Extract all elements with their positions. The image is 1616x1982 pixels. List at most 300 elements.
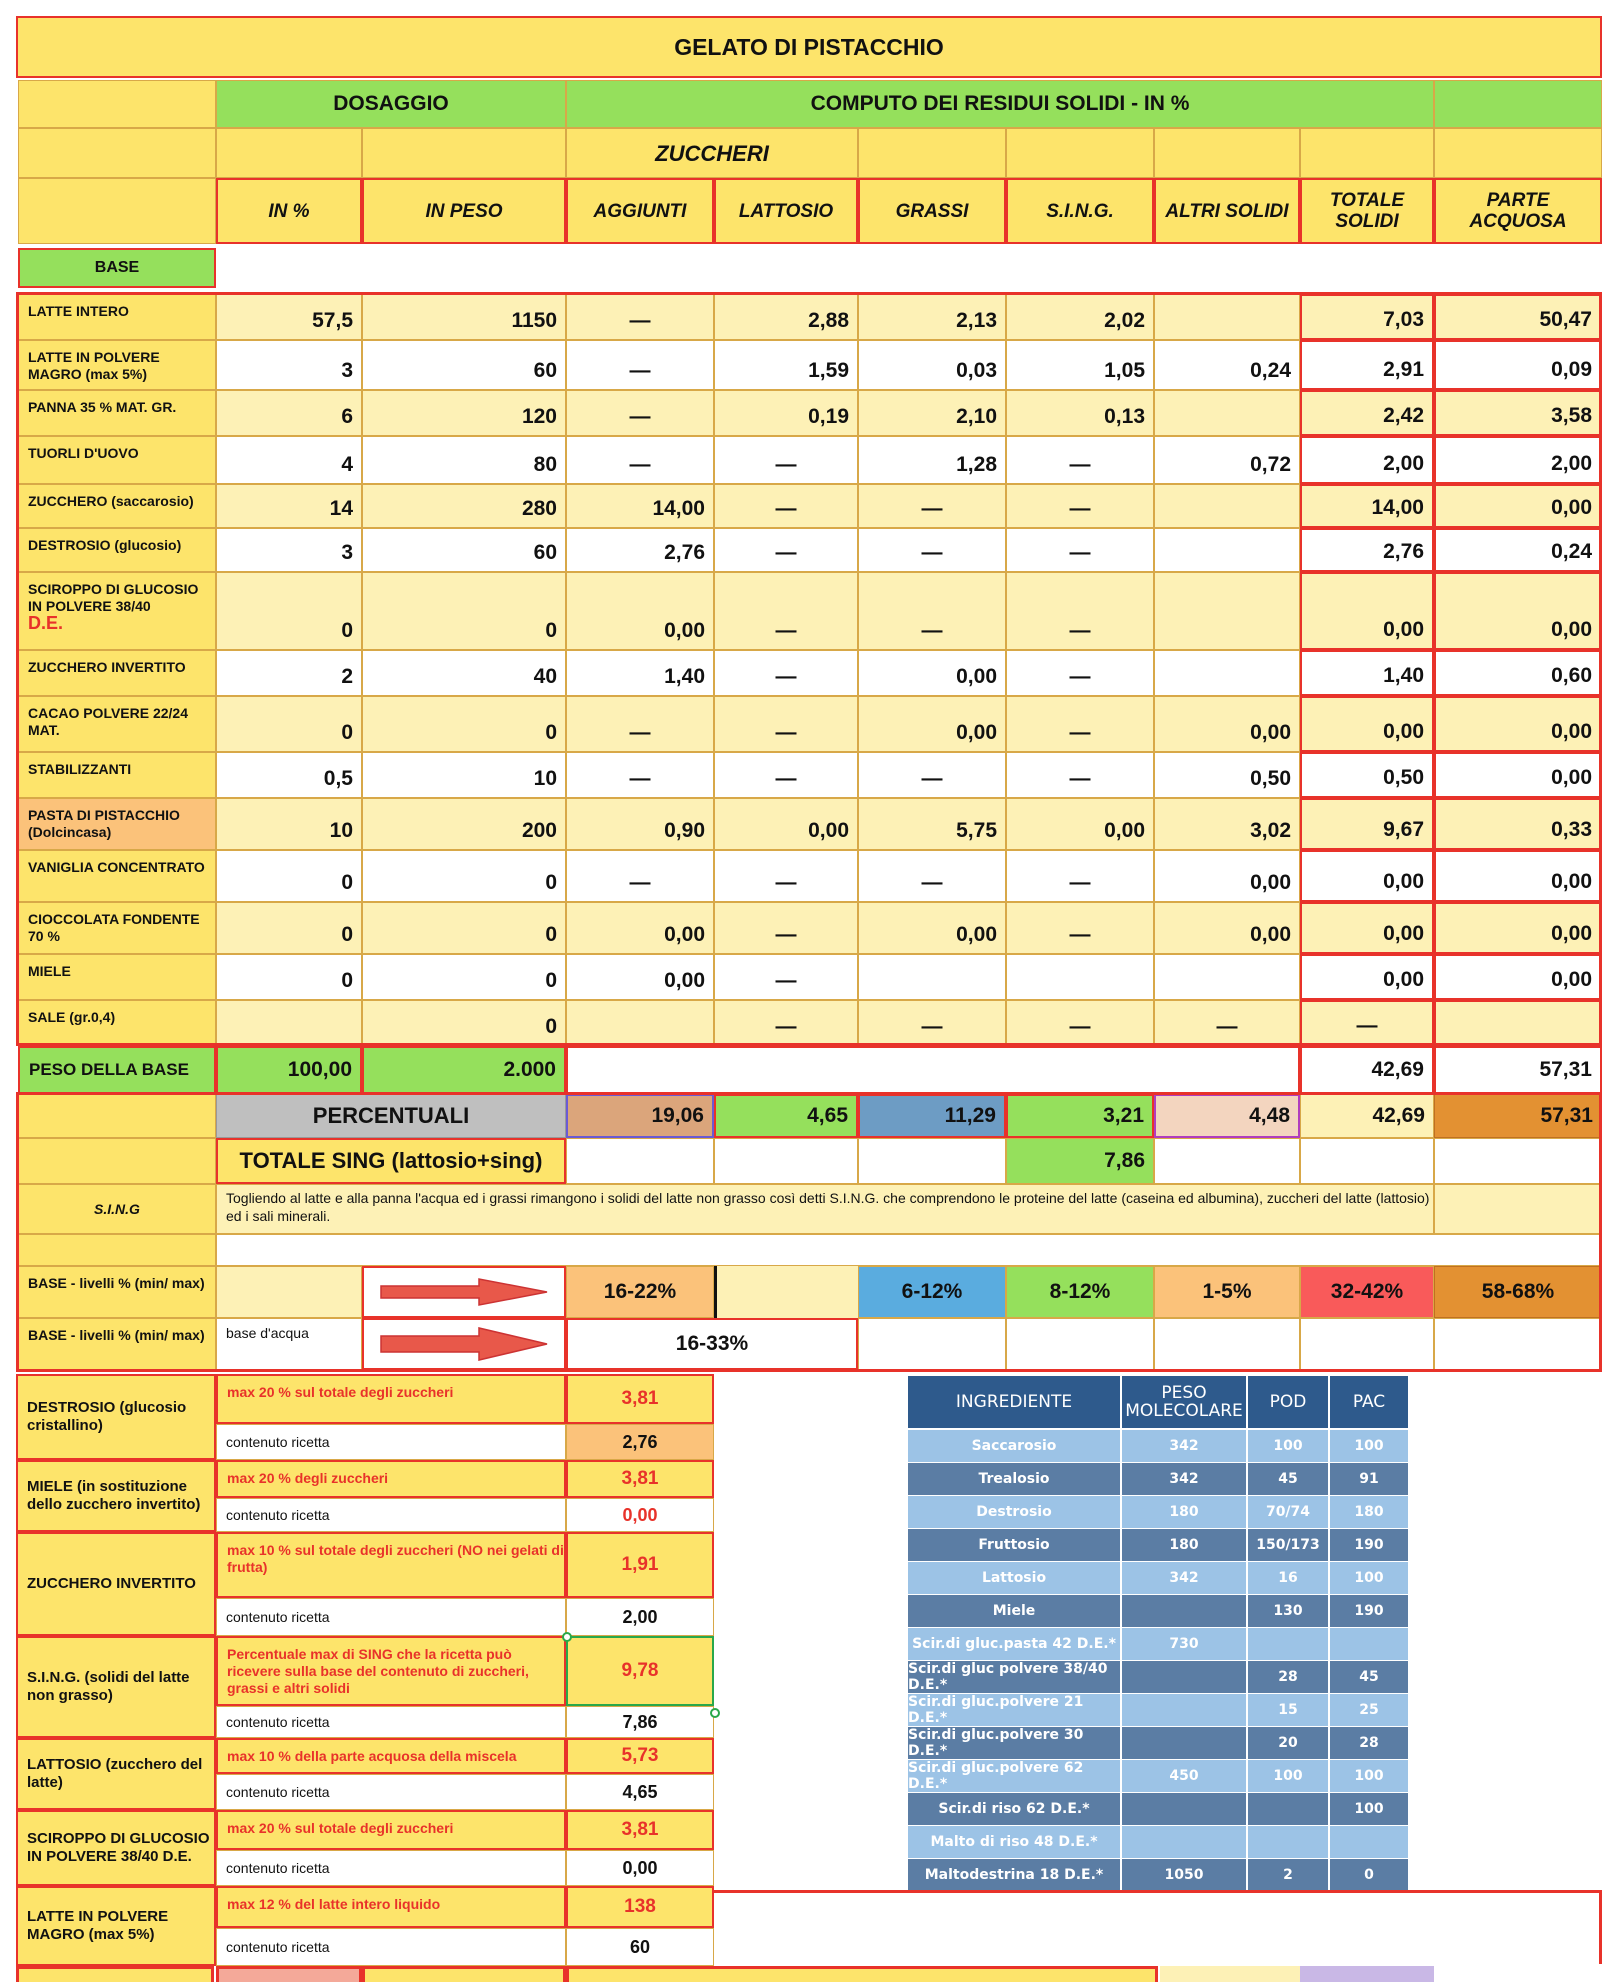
- cell-altri[interactable]: [1154, 650, 1300, 696]
- cell-peso[interactable]: 60: [362, 340, 566, 390]
- ref-table-cell[interactable]: 342: [1122, 1430, 1248, 1462]
- check-name[interactable]: ZUCCHERO INVERTITO: [16, 1532, 216, 1636]
- cell-pct[interactable]: 3: [216, 340, 362, 390]
- base-label[interactable]: BASE: [18, 248, 216, 288]
- ref-table-cell[interactable]: 190: [1330, 1595, 1410, 1627]
- ref-table-cell[interactable]: Destrosio: [908, 1496, 1122, 1528]
- cell-pct[interactable]: 0: [216, 850, 362, 902]
- ingredient-name[interactable]: [18, 390, 216, 436]
- cell-altri[interactable]: [1154, 294, 1300, 340]
- check-max-text[interactable]: max 20 % degli zuccheri: [216, 1460, 566, 1498]
- ref-table-cell[interactable]: Scir.di gluc.polvere 21 D.E.*: [908, 1694, 1122, 1726]
- header-zuccheri[interactable]: ZUCCHERI: [566, 128, 858, 178]
- ingredient-name[interactable]: [18, 1000, 216, 1046]
- check-max-value[interactable]: 3,81: [566, 1374, 714, 1424]
- ref-table-cell[interactable]: 45: [1330, 1661, 1410, 1693]
- cell-latt[interactable]: —: [714, 436, 858, 484]
- cell-pct[interactable]: 3: [216, 528, 362, 572]
- check-max-value[interactable]: 1,91: [566, 1532, 714, 1598]
- spacer-cell[interactable]: [18, 1234, 216, 1266]
- cell-peso[interactable]: 0: [362, 696, 566, 752]
- cell-latt[interactable]: —: [714, 650, 858, 696]
- ingredient-name[interactable]: [18, 528, 216, 572]
- cell-altri[interactable]: 0,00: [1154, 696, 1300, 752]
- header-blank-cell[interactable]: [1006, 128, 1154, 178]
- cell-altri[interactable]: [1154, 954, 1300, 1000]
- header-dosaggio[interactable]: DOSAGGIO: [216, 80, 566, 128]
- cell-sing[interactable]: —: [1006, 484, 1154, 528]
- cell-peso[interactable]: 0: [362, 850, 566, 902]
- cell-peso[interactable]: 80: [362, 436, 566, 484]
- ref-table-cell[interactable]: 45: [1248, 1463, 1330, 1495]
- livelli-altri[interactable]: 1-5%: [1154, 1266, 1300, 1318]
- check-content-text[interactable]: contenuto ricetta: [216, 1850, 566, 1886]
- cell-sing[interactable]: —: [1006, 436, 1154, 484]
- cell-agg[interactable]: —: [566, 436, 714, 484]
- check-max-value[interactable]: 3,81: [566, 1810, 714, 1850]
- ref-table-cell[interactable]: 1050: [1122, 1859, 1248, 1891]
- cell-peso[interactable]: 60: [362, 528, 566, 572]
- cell-pct[interactable]: 0,5: [216, 752, 362, 798]
- cell-tot[interactable]: 0,00: [1300, 902, 1434, 954]
- ref-table-cell[interactable]: Scir.di riso 62 D.E.*: [908, 1793, 1122, 1825]
- ref-table-cell[interactable]: 342: [1122, 1562, 1248, 1594]
- peso-base-total[interactable]: 42,69: [1300, 1046, 1434, 1094]
- cell-acq[interactable]: 0,00: [1434, 572, 1602, 650]
- cell-agg[interactable]: 0,90: [566, 798, 714, 850]
- ingredient-name[interactable]: [18, 902, 216, 954]
- livelli-blank[interactable]: [1006, 1318, 1154, 1370]
- totale-sing-blank[interactable]: [858, 1138, 1006, 1184]
- cell-gras[interactable]: 2,13: [858, 294, 1006, 340]
- ref-table-cell[interactable]: 28: [1248, 1661, 1330, 1693]
- check-max-text[interactable]: max 20 % sul totale degli zuccheri: [216, 1810, 566, 1850]
- ref-table-header-cell[interactable]: INGREDIENTE: [908, 1376, 1122, 1428]
- check-max-text[interactable]: max 10 % della parte acquosa della miscela: [216, 1738, 566, 1774]
- check-content-text[interactable]: contenuto ricetta: [216, 1774, 566, 1810]
- cell-gras[interactable]: 1,28: [858, 436, 1006, 484]
- ref-table-header-cell[interactable]: PAC: [1330, 1376, 1410, 1428]
- peso-base-weight[interactable]: 2.000: [362, 1046, 566, 1094]
- bottom-cell[interactable]: [566, 1966, 1158, 1982]
- cell-agg[interactable]: 0,00: [566, 902, 714, 954]
- ingredient-name[interactable]: [18, 484, 216, 528]
- cell-gras[interactable]: [858, 954, 1006, 1000]
- cell-altri[interactable]: 0,00: [1154, 850, 1300, 902]
- sing-note-text[interactable]: Togliendo al latte e alla panna l'acqua ed i grassi rimangono i solidi del latte non grasso così detti S.I.N.G. che comprendono le proteine del latte (caseina ed albumina), zuccheri del latte (lattosio) ed i sali minerali.: [216, 1184, 1434, 1234]
- header-in-peso[interactable]: IN PESO: [362, 178, 566, 244]
- header-sing[interactable]: S.I.N.G.: [1006, 178, 1154, 244]
- ref-table-cell[interactable]: 100: [1248, 1760, 1330, 1792]
- ref-table-cell[interactable]: 180: [1122, 1496, 1248, 1528]
- cell-gras[interactable]: —: [858, 752, 1006, 798]
- ingredient-name[interactable]: [18, 436, 216, 484]
- cell-peso[interactable]: 0: [362, 1000, 566, 1046]
- cell-pct[interactable]: 0: [216, 954, 362, 1000]
- ref-table-cell[interactable]: 190: [1330, 1529, 1410, 1561]
- cell-pct[interactable]: 0: [216, 572, 362, 650]
- check-content-text[interactable]: contenuto ricetta: [216, 1598, 566, 1636]
- percentuali-altri[interactable]: 4,48: [1154, 1094, 1300, 1138]
- check-content-value[interactable]: 7,86: [566, 1706, 714, 1738]
- header-blank-cell[interactable]: [1154, 128, 1300, 178]
- header-blank-cell[interactable]: [18, 178, 216, 244]
- ref-table-cell[interactable]: Malto di riso 48 D.E.*: [908, 1826, 1122, 1858]
- cell-pct[interactable]: 0: [216, 696, 362, 752]
- selection-handle[interactable]: [710, 1708, 720, 1718]
- ref-table-cell[interactable]: 100: [1248, 1430, 1330, 1462]
- sing-note-blank[interactable]: [1434, 1184, 1602, 1234]
- ingredient-name[interactable]: [18, 752, 216, 798]
- ref-table-cell[interactable]: 70/74: [1248, 1496, 1330, 1528]
- cell-acq[interactable]: 0,33: [1434, 798, 1602, 850]
- header-computo[interactable]: COMPUTO DEI RESIDUI SOLIDI - IN %: [566, 80, 1434, 128]
- cell-pct[interactable]: 2: [216, 650, 362, 696]
- cell-gras[interactable]: —: [858, 572, 1006, 650]
- header-aggiunti[interactable]: AGGIUNTI: [566, 178, 714, 244]
- livelli-range[interactable]: 16-33%: [566, 1318, 858, 1370]
- ref-table-cell[interactable]: 20: [1248, 1727, 1330, 1759]
- ref-table-cell[interactable]: 15: [1248, 1694, 1330, 1726]
- percentuali-lattosio[interactable]: 4,65: [714, 1094, 858, 1138]
- peso-base-pct[interactable]: 100,00: [216, 1046, 362, 1094]
- header-blank-cell[interactable]: [858, 128, 1006, 178]
- ref-table-cell[interactable]: Fruttosio: [908, 1529, 1122, 1561]
- cell-latt[interactable]: —: [714, 1000, 858, 1046]
- cell-latt[interactable]: —: [714, 850, 858, 902]
- header-totale-solidi[interactable]: [1300, 178, 1434, 244]
- livelli-label[interactable]: BASE - livelli % (min/ max): [18, 1266, 216, 1318]
- cell-pct[interactable]: 6: [216, 390, 362, 436]
- cell-sing[interactable]: —: [1006, 528, 1154, 572]
- cell-sing[interactable]: 2,02: [1006, 294, 1154, 340]
- cell-agg[interactable]: —: [566, 340, 714, 390]
- ingredient-name[interactable]: [18, 850, 216, 902]
- ref-table-cell[interactable]: [1122, 1661, 1248, 1693]
- livelli-blank[interactable]: [216, 1266, 362, 1318]
- cell-pct[interactable]: 10: [216, 798, 362, 850]
- check-max-text[interactable]: Percentuale max di SING che la ricetta può ricevere sulla base del contenuto di zuccheri, grassi e altri solidi: [216, 1636, 566, 1706]
- peso-base-water[interactable]: 57,31: [1434, 1046, 1602, 1094]
- cell-agg[interactable]: —: [566, 390, 714, 436]
- header-blank-cell[interactable]: [362, 128, 566, 178]
- cell-peso[interactable]: 40: [362, 650, 566, 696]
- cell-sing[interactable]: —: [1006, 696, 1154, 752]
- livelli-grassi[interactable]: 6-12%: [858, 1266, 1006, 1318]
- bottom-cell[interactable]: [216, 1966, 362, 1982]
- ref-table-cell[interactable]: Scir.di gluc.polvere 30 D.E.*: [908, 1727, 1122, 1759]
- cell-gras[interactable]: 0,00: [858, 696, 1006, 752]
- cell-altri[interactable]: —: [1154, 1000, 1300, 1046]
- cell-peso[interactable]: 0: [362, 902, 566, 954]
- check-content-text[interactable]: contenuto ricetta: [216, 1498, 566, 1532]
- cell-tot[interactable]: 2,91: [1300, 340, 1434, 390]
- cell-tot[interactable]: 1,40: [1300, 650, 1434, 696]
- cell-gras[interactable]: 2,10: [858, 390, 1006, 436]
- header-blank-cell[interactable]: [1434, 80, 1602, 128]
- cell-acq[interactable]: 2,00: [1434, 436, 1602, 484]
- ref-table-header-cell[interactable]: POD: [1248, 1376, 1330, 1428]
- ref-table-cell[interactable]: [1248, 1793, 1330, 1825]
- ref-table-cell[interactable]: 450: [1122, 1760, 1248, 1792]
- ref-table-cell[interactable]: [1122, 1595, 1248, 1627]
- cell-sing[interactable]: —: [1006, 572, 1154, 650]
- livelli-aggiunti[interactable]: 16-22%: [566, 1266, 714, 1318]
- ref-table-cell[interactable]: 91: [1330, 1463, 1410, 1495]
- cell-agg[interactable]: —: [566, 294, 714, 340]
- ref-table-cell[interactable]: Saccarosio: [908, 1430, 1122, 1462]
- cell-acq[interactable]: 0,24: [1434, 528, 1602, 572]
- totale-sing-blank[interactable]: [18, 1138, 216, 1184]
- header-blank-cell[interactable]: [1300, 128, 1434, 178]
- ingredient-name[interactable]: [18, 294, 216, 340]
- ref-table-cell[interactable]: 0: [1330, 1859, 1410, 1891]
- cell-peso[interactable]: 1150: [362, 294, 566, 340]
- check-content-value[interactable]: 0,00: [566, 1498, 714, 1532]
- cell-agg[interactable]: —: [566, 850, 714, 902]
- percentuali-total[interactable]: 42,69: [1300, 1094, 1434, 1138]
- cell-agg[interactable]: 1,40: [566, 650, 714, 696]
- livelli-label[interactable]: BASE - livelli % (min/ max): [18, 1318, 216, 1370]
- peso-base-blank[interactable]: [566, 1046, 1300, 1094]
- header-blank-cell[interactable]: [18, 80, 216, 128]
- check-max-text[interactable]: max 20 % sul totale degli zuccheri: [216, 1374, 566, 1424]
- cell-pct[interactable]: 14: [216, 484, 362, 528]
- livelli-water[interactable]: 58-68%: [1434, 1266, 1602, 1318]
- cell-peso[interactable]: 120: [362, 390, 566, 436]
- ref-table-header-cell[interactable]: PESO MOLECOLARE: [1122, 1376, 1248, 1428]
- header-altri-solidi[interactable]: ALTRI SOLIDI: [1154, 178, 1300, 244]
- ref-table-cell[interactable]: [1122, 1727, 1248, 1759]
- ref-table-cell[interactable]: [1330, 1628, 1410, 1660]
- cell-altri[interactable]: 0,50: [1154, 752, 1300, 798]
- cell-agg[interactable]: 0,00: [566, 572, 714, 650]
- check-content-text[interactable]: contenuto ricetta: [216, 1706, 566, 1738]
- cell-altri[interactable]: 0,24: [1154, 340, 1300, 390]
- check-content-value[interactable]: 60: [566, 1928, 714, 1966]
- check-name[interactable]: MIELE (in sostituzione dello zucchero invertito): [16, 1460, 216, 1532]
- ref-table-cell[interactable]: Miele: [908, 1595, 1122, 1627]
- check-max-value[interactable]: 3,81: [566, 1460, 714, 1498]
- check-max-text[interactable]: max 12 % del latte intero liquido: [216, 1886, 566, 1928]
- percentuali-label[interactable]: PERCENTUALI: [216, 1094, 566, 1138]
- ingredient-name[interactable]: [18, 650, 216, 696]
- cell-agg[interactable]: —: [566, 752, 714, 798]
- bottom-cell[interactable]: [1160, 1966, 1300, 1982]
- cell-tot[interactable]: 0,00: [1300, 850, 1434, 902]
- cell-latt[interactable]: 0,19: [714, 390, 858, 436]
- livelli-sing[interactable]: 8-12%: [1006, 1266, 1154, 1318]
- cell-tot[interactable]: 2,00: [1300, 436, 1434, 484]
- ingredient-name[interactable]: [18, 696, 216, 752]
- check-content-value[interactable]: 2,00: [566, 1598, 714, 1636]
- cell-latt[interactable]: 0,00: [714, 798, 858, 850]
- ref-table-cell[interactable]: Maltodestrina 18 D.E.*: [908, 1859, 1122, 1891]
- cell-acq[interactable]: 50,47: [1434, 294, 1602, 340]
- cell-tot[interactable]: 14,00: [1300, 484, 1434, 528]
- cell-acq[interactable]: 3,58: [1434, 390, 1602, 436]
- check-name[interactable]: S.I.N.G. (solidi del latte non grasso): [16, 1636, 216, 1738]
- cell-altri[interactable]: 0,72: [1154, 436, 1300, 484]
- ref-table-cell[interactable]: Lattosio: [908, 1562, 1122, 1594]
- ingredient-name[interactable]: [18, 340, 216, 390]
- check-name[interactable]: SCIROPPO DI GLUCOSIO IN POLVERE 38/40 D.E.: [16, 1810, 216, 1886]
- selection-handle[interactable]: [562, 1632, 572, 1642]
- cell-agg[interactable]: 2,76: [566, 528, 714, 572]
- cell-peso[interactable]: 200: [362, 798, 566, 850]
- ref-table-cell[interactable]: Scir.di gluc polvere 38/40 D.E.*: [908, 1661, 1122, 1693]
- cell-tot[interactable]: 7,03: [1300, 294, 1434, 340]
- ref-table-cell[interactable]: 25: [1330, 1694, 1410, 1726]
- cell-sing[interactable]: —: [1006, 650, 1154, 696]
- cell-acq[interactable]: [1434, 1000, 1602, 1046]
- cell-agg[interactable]: —: [566, 696, 714, 752]
- ingredient-name[interactable]: [18, 954, 216, 1000]
- cell-sing[interactable]: —: [1006, 902, 1154, 954]
- cell-pct[interactable]: 4: [216, 436, 362, 484]
- cell-gras[interactable]: 5,75: [858, 798, 1006, 850]
- percentuali-aggiunti[interactable]: 19,06: [566, 1094, 714, 1138]
- cell-agg[interactable]: 0,00: [566, 954, 714, 1000]
- cell-acq[interactable]: 0,00: [1434, 484, 1602, 528]
- livelli-base-acqua[interactable]: base d'acqua: [216, 1318, 362, 1370]
- ref-table-cell[interactable]: 730: [1122, 1628, 1248, 1660]
- totale-sing-blank[interactable]: [1434, 1138, 1602, 1184]
- livelli-blank[interactable]: [858, 1318, 1006, 1370]
- ref-table-cell[interactable]: 342: [1122, 1463, 1248, 1495]
- ref-table-cell[interactable]: 16: [1248, 1562, 1330, 1594]
- ref-table-cell[interactable]: [1122, 1793, 1248, 1825]
- cell-peso[interactable]: 280: [362, 484, 566, 528]
- cell-agg[interactable]: 14,00: [566, 484, 714, 528]
- livelli-blank[interactable]: [1300, 1318, 1434, 1370]
- cell-pct[interactable]: [216, 1000, 362, 1046]
- ref-table-cell[interactable]: Scir.di gluc.pasta 42 D.E.*: [908, 1628, 1122, 1660]
- cell-sing[interactable]: 1,05: [1006, 340, 1154, 390]
- sing-note-label[interactable]: S.I.N.G: [18, 1184, 216, 1234]
- check-content-text[interactable]: contenuto ricetta: [216, 1424, 566, 1460]
- totale-sing-blank[interactable]: [1154, 1138, 1300, 1184]
- cell-altri[interactable]: [1154, 484, 1300, 528]
- header-blank-cell[interactable]: [1434, 128, 1602, 178]
- cell-acq[interactable]: 0,60: [1434, 650, 1602, 696]
- cell-acq[interactable]: 0,00: [1434, 850, 1602, 902]
- bottom-cell[interactable]: [1300, 1966, 1434, 1982]
- ingredient-name[interactable]: [18, 798, 216, 850]
- ref-table-cell[interactable]: 150/173: [1248, 1529, 1330, 1561]
- check-content-value[interactable]: 0,00: [566, 1850, 714, 1886]
- cell-acq[interactable]: 0,09: [1434, 340, 1602, 390]
- totale-sing-value[interactable]: 7,86: [1006, 1138, 1154, 1184]
- check-max-value[interactable]: 5,73: [566, 1738, 714, 1774]
- cell-latt[interactable]: 2,88: [714, 294, 858, 340]
- ref-table-cell[interactable]: [1248, 1628, 1330, 1660]
- check-name[interactable]: LATTE IN POLVERE MAGRO (max 5%): [16, 1886, 216, 1966]
- cell-pct[interactable]: 0: [216, 902, 362, 954]
- check-name[interactable]: DESTROSIO (glucosio cristallino): [16, 1374, 216, 1460]
- check-max-value[interactable]: 9,78: [566, 1636, 714, 1706]
- ref-table-cell[interactable]: 130: [1248, 1595, 1330, 1627]
- cell-latt[interactable]: —: [714, 572, 858, 650]
- header-blank-cell[interactable]: [216, 128, 362, 178]
- check-max-value[interactable]: 138: [566, 1886, 714, 1928]
- livelli-blank[interactable]: [714, 1266, 858, 1318]
- cell-latt[interactable]: —: [714, 696, 858, 752]
- cell-sing[interactable]: —: [1006, 850, 1154, 902]
- ref-table-cell[interactable]: [1248, 1826, 1330, 1858]
- cell-gras[interactable]: 0,00: [858, 902, 1006, 954]
- cell-altri[interactable]: [1154, 390, 1300, 436]
- cell-agg[interactable]: [566, 1000, 714, 1046]
- sheet-title[interactable]: GELATO DI PISTACCHIO: [16, 16, 1602, 78]
- ref-table-cell[interactable]: 180: [1122, 1529, 1248, 1561]
- livelli-blank[interactable]: [1434, 1318, 1602, 1370]
- livelli-total[interactable]: 32-42%: [1300, 1266, 1434, 1318]
- check-content-text[interactable]: contenuto ricetta: [216, 1928, 566, 1966]
- totale-sing-blank[interactable]: [1300, 1138, 1434, 1184]
- ref-table-cell[interactable]: 2: [1248, 1859, 1330, 1891]
- cell-peso[interactable]: 0: [362, 572, 566, 650]
- cell-acq[interactable]: 0,00: [1434, 902, 1602, 954]
- totale-sing-blank[interactable]: [566, 1138, 714, 1184]
- cell-sing[interactable]: —: [1006, 752, 1154, 798]
- cell-gras[interactable]: 0,03: [858, 340, 1006, 390]
- cell-tot[interactable]: 9,67: [1300, 798, 1434, 850]
- bottom-cell[interactable]: [16, 1966, 214, 1982]
- ref-table-cell[interactable]: 100: [1330, 1430, 1410, 1462]
- ref-table-cell[interactable]: [1122, 1826, 1248, 1858]
- header-parte-acquosa[interactable]: [1434, 178, 1602, 244]
- cell-pct[interactable]: 57,5: [216, 294, 362, 340]
- cell-peso[interactable]: 10: [362, 752, 566, 798]
- totale-sing-label[interactable]: TOTALE SING (lattosio+sing): [216, 1138, 566, 1184]
- cell-gras[interactable]: —: [858, 484, 1006, 528]
- cell-tot[interactable]: 0,00: [1300, 954, 1434, 1000]
- header-lattosio[interactable]: LATTOSIO: [714, 178, 858, 244]
- check-content-value[interactable]: 2,76: [566, 1424, 714, 1460]
- cell-gras[interactable]: —: [858, 850, 1006, 902]
- cell-acq[interactable]: 0,00: [1434, 752, 1602, 798]
- ref-table-cell[interactable]: [1330, 1826, 1410, 1858]
- cell-gras[interactable]: 0,00: [858, 650, 1006, 696]
- cell-latt[interactable]: —: [714, 484, 858, 528]
- cell-altri[interactable]: [1154, 572, 1300, 650]
- percentuali-blank[interactable]: [18, 1094, 216, 1138]
- percentuali-sing[interactable]: 3,21: [1006, 1094, 1154, 1138]
- cell-tot[interactable]: 2,76: [1300, 528, 1434, 572]
- livelli-blank[interactable]: [1154, 1318, 1300, 1370]
- cell-sing[interactable]: 0,13: [1006, 390, 1154, 436]
- check-name[interactable]: LATTOSIO (zucchero del latte): [16, 1738, 216, 1810]
- ref-table-cell[interactable]: 28: [1330, 1727, 1410, 1759]
- percentuali-grassi[interactable]: 11,29: [858, 1094, 1006, 1138]
- check-content-value[interactable]: 4,65: [566, 1774, 714, 1810]
- cell-sing[interactable]: —: [1006, 1000, 1154, 1046]
- cell-altri[interactable]: [1154, 528, 1300, 572]
- cell-tot[interactable]: —: [1300, 1000, 1434, 1046]
- ref-table-cell[interactable]: [1122, 1694, 1248, 1726]
- check-max-text[interactable]: max 10 % sul totale degli zuccheri (NO nei gelati di frutta): [216, 1532, 566, 1598]
- peso-base-label[interactable]: PESO DELLA BASE: [18, 1046, 216, 1094]
- cell-tot[interactable]: 0,00: [1300, 572, 1434, 650]
- header-blank-cell[interactable]: [18, 128, 216, 178]
- ref-table-cell[interactable]: 100: [1330, 1793, 1410, 1825]
- cell-acq[interactable]: 0,00: [1434, 696, 1602, 752]
- totale-sing-blank[interactable]: [714, 1138, 858, 1184]
- cell-latt[interactable]: —: [714, 752, 858, 798]
- cell-latt[interactable]: 1,59: [714, 340, 858, 390]
- header-grassi[interactable]: GRASSI: [858, 178, 1006, 244]
